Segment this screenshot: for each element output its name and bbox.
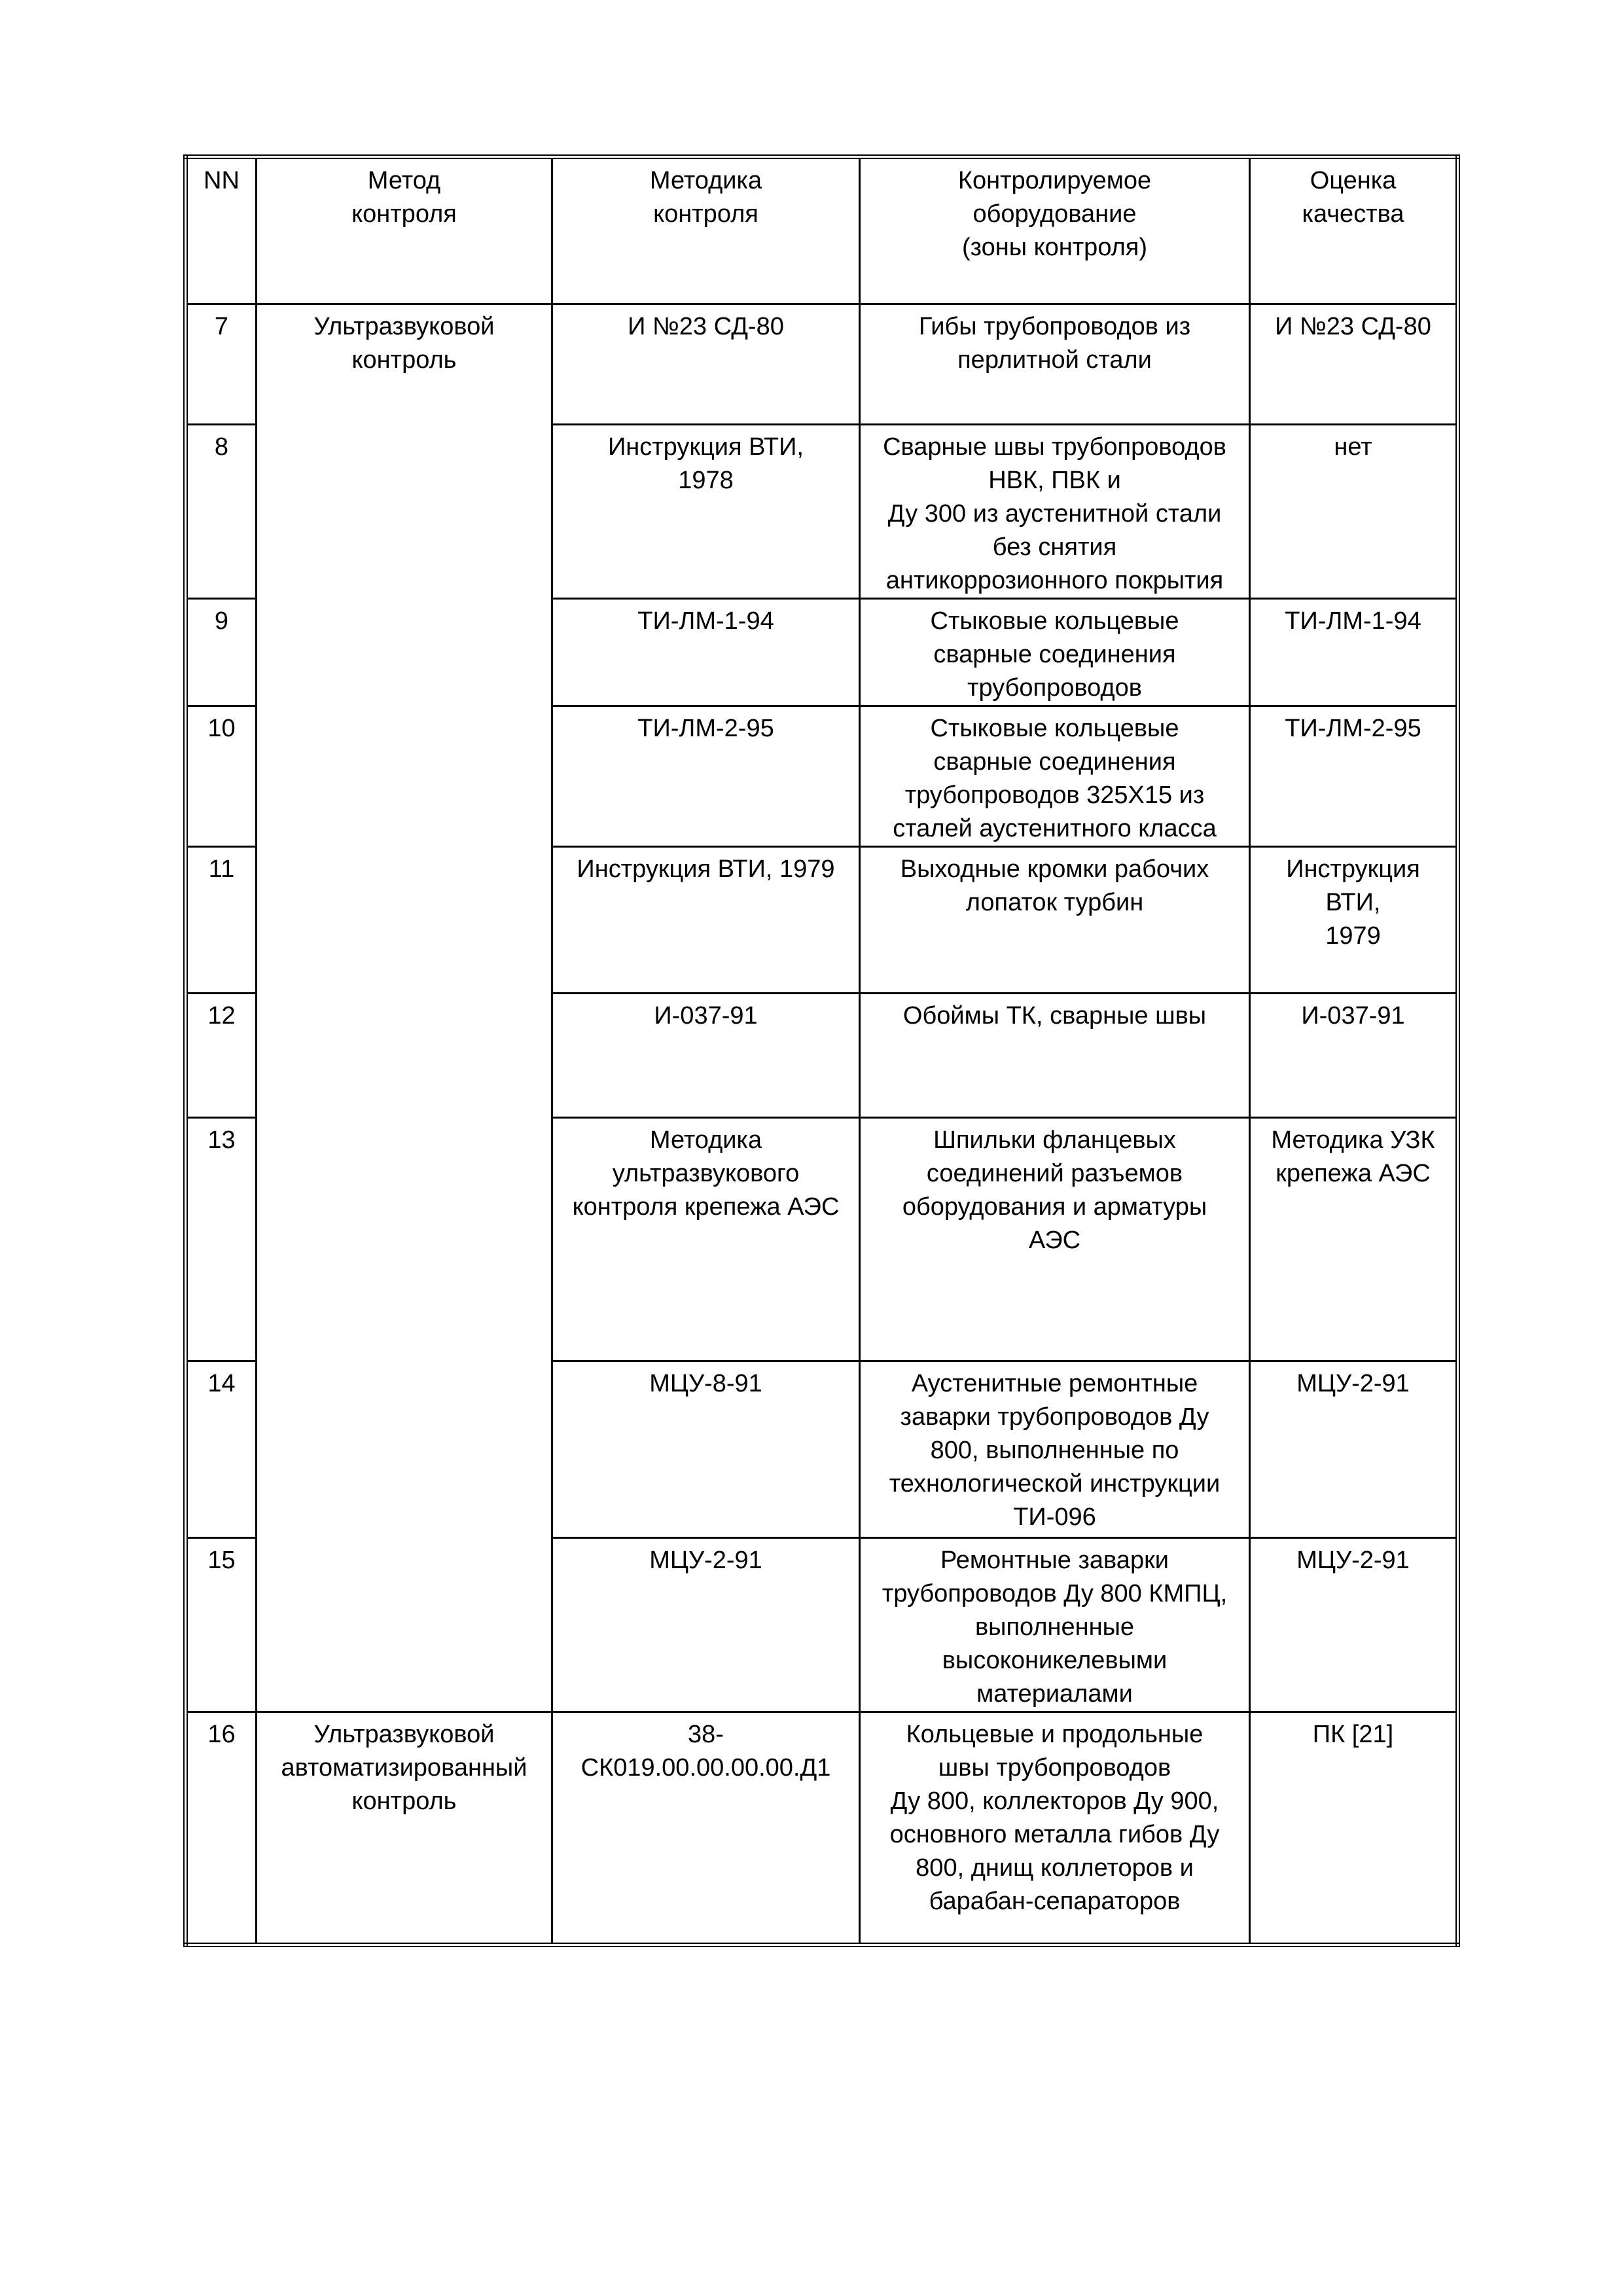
cell-equipment: Шпильки фланцевых соединений разъемов оборудования и арматуры АЭС (860, 1118, 1250, 1361)
cell-quality: Инструкция ВТИ, 1979 (1250, 847, 1458, 994)
cell-procedure: Методика ультразвукового контроля крепежа АЭС (552, 1118, 860, 1361)
cell-equipment: Сварные швы трубопроводов НВК, ПВК и Ду 300 из аустенитной стали без снятия антикоррозионного покрытия (860, 425, 1250, 599)
cell-equipment: Кольцевые и продольные швы трубопроводов Ду 800, коллекторов Ду 900, основного металла гибов Ду 800, днищ коллеторов и барабан-сепараторов (860, 1712, 1250, 1945)
cell-method: Ультразвуковой автоматизированный контроль (257, 1712, 552, 1945)
cell-quality: Методика УЗК крепежа АЭС (1250, 1118, 1458, 1361)
cell-nn: 16 (186, 1712, 257, 1945)
cell-procedure: 38- СК019.00.00.00.00.Д1 (552, 1712, 860, 1945)
cell-nn: 11 (186, 847, 257, 994)
cell-quality: нет (1250, 425, 1458, 599)
header-nn: NN (186, 157, 257, 304)
cell-nn: 12 (186, 994, 257, 1118)
inspection-methods-table (183, 154, 1460, 1947)
cell-equipment: Ремонтные заварки трубопроводов Ду 800 КМПЦ, выполненные высоконикелевыми материалами (860, 1538, 1250, 1712)
header-equipment: Контролируемое оборудование (зоны контроля) (860, 157, 1250, 304)
cell-equipment: Выходные кромки рабочих лопаток турбин (860, 847, 1250, 994)
header-method: Метод контроля (257, 157, 552, 304)
cell-quality: ТИ-ЛМ-1-94 (1250, 599, 1458, 706)
cell-nn: 15 (186, 1538, 257, 1712)
cell-nn: 8 (186, 425, 257, 599)
header-procedure: Методика контроля (552, 157, 860, 304)
cell-equipment: Стыковые кольцевые сварные соединения трубопроводов (860, 599, 1250, 706)
cell-nn: 13 (186, 1118, 257, 1361)
table-row (186, 1712, 1458, 1945)
cell-quality: ТИ-ЛМ-2-95 (1250, 706, 1458, 847)
cell-equipment: Обоймы ТК, сварные швы (860, 994, 1250, 1118)
cell-procedure: ТИ-ЛМ-1-94 (552, 599, 860, 706)
cell-procedure: МЦУ-2-91 (552, 1538, 860, 1712)
cell-procedure: МЦУ-8-91 (552, 1361, 860, 1538)
cell-quality: И-037-91 (1250, 994, 1458, 1118)
table-header-row (186, 157, 1458, 304)
cell-method: Ультразвуковой контроль (257, 304, 552, 1712)
table-row (186, 304, 1458, 425)
cell-quality: МЦУ-2-91 (1250, 1538, 1458, 1712)
cell-quality: И №23 СД-80 (1250, 304, 1458, 425)
cell-quality: ПК [21] (1250, 1712, 1458, 1945)
cell-procedure: Инструкция ВТИ, 1979 (552, 847, 860, 994)
cell-equipment: Стыковые кольцевые сварные соединения трубопроводов 325Х15 из сталей аустенитного класса (860, 706, 1250, 847)
cell-procedure: И-037-91 (552, 994, 860, 1118)
cell-nn: 10 (186, 706, 257, 847)
cell-equipment: Гибы трубопроводов из перлитной стали (860, 304, 1250, 425)
cell-quality: МЦУ-2-91 (1250, 1361, 1458, 1538)
cell-nn: 7 (186, 304, 257, 425)
cell-procedure: ТИ-ЛМ-2-95 (552, 706, 860, 847)
cell-nn: 14 (186, 1361, 257, 1538)
cell-procedure: И №23 СД-80 (552, 304, 860, 425)
header-quality: Оценка качества (1250, 157, 1458, 304)
cell-equipment: Аустенитные ремонтные заварки трубопроводов Ду 800, выполненные по технологической инструкции ТИ-096 (860, 1361, 1250, 1538)
cell-nn: 9 (186, 599, 257, 706)
cell-procedure: Инструкция ВТИ, 1978 (552, 425, 860, 599)
